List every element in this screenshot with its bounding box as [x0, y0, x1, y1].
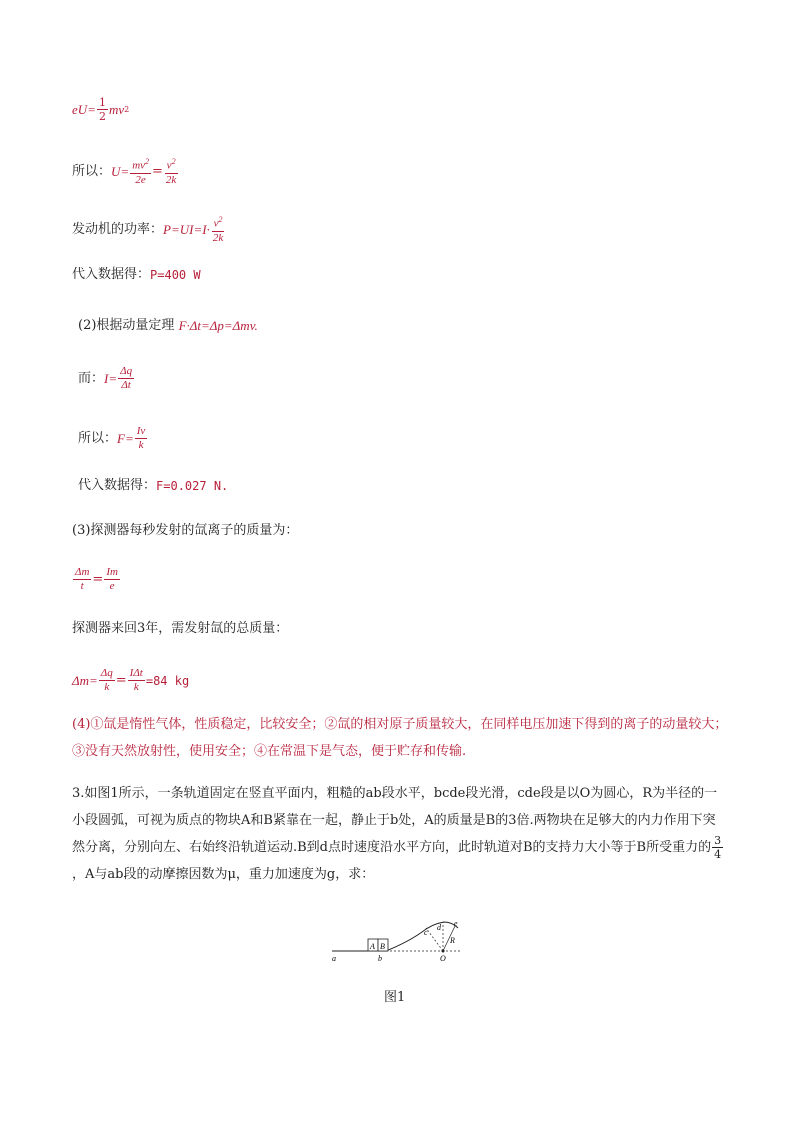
fraction: [99, 668, 115, 693]
fraction: [164, 158, 178, 186]
exponent: 2: [124, 104, 130, 114]
equation-mass-rate: [72, 567, 121, 592]
fraction: [135, 426, 148, 451]
frac-den: Δt: [121, 379, 131, 391]
part-4-answer: (4)①氙是惰性气体，性质稳定，比较安全；②氙的相对原子质量较大，在同样电压加速下得到的离子的动量较大；③没有天然放射性，使用安全；④在常温下是气态，便于贮存和传输.: [72, 717, 728, 759]
eq-lhs: U=: [111, 163, 130, 179]
eq-rhs: mv: [108, 101, 125, 117]
fraction: [128, 668, 145, 693]
fraction: [712, 835, 723, 860]
label: (2)根据动量定理: [78, 318, 175, 333]
eq-lhs: Δm=: [72, 672, 98, 688]
num-text: v: [213, 217, 219, 230]
frac-den: t: [80, 580, 84, 592]
label-b: b: [378, 954, 382, 963]
label: 代入数据得：: [78, 478, 157, 493]
frac-den: e: [109, 580, 115, 592]
label: 代入数据得：: [72, 267, 151, 282]
equation-voltage: [72, 158, 179, 186]
frac-num: Iv: [136, 425, 146, 437]
equation-force: [78, 426, 148, 451]
frac-num: 3: [714, 834, 722, 847]
exponent: 2: [145, 157, 150, 166]
frac-den: k: [104, 681, 110, 693]
eq-lhs: I=: [104, 370, 118, 386]
equation-power: [72, 216, 226, 244]
label: 而：: [78, 370, 105, 386]
frac-num: Δm: [75, 566, 90, 578]
momentum-theorem: [78, 316, 258, 336]
frac-den: 4: [714, 848, 722, 861]
fraction: [118, 366, 134, 391]
label-block-b: B: [380, 942, 385, 951]
label: 所以：: [78, 430, 118, 446]
eq-lhs: eU=: [72, 101, 96, 117]
fraction: [104, 567, 120, 592]
eq-expr: F·Δt=Δp=Δmv.: [178, 318, 258, 333]
question-text: ，A与ab段的动摩擦因数为μ，重力加速度为g，求：: [72, 867, 375, 882]
label-c: c: [424, 928, 428, 937]
eq-rhs: =84 kg: [145, 673, 190, 688]
frac-num: IΔt: [129, 667, 143, 679]
label: (3)探测器每秒发射的氙离子的质量为：: [72, 523, 299, 538]
exponent: 2: [171, 157, 176, 166]
equals-sign: =: [115, 672, 127, 688]
fraction: [73, 567, 91, 592]
equals-sign: =: [152, 163, 163, 179]
center-point: [442, 950, 445, 953]
track-bcde: [386, 922, 458, 951]
frac-den: 2k: [165, 173, 177, 186]
label-r: R: [450, 936, 455, 945]
label: 所以：: [72, 163, 112, 179]
frac-num: [130, 158, 151, 174]
frac-den: 2e: [135, 173, 146, 186]
frac-num: [212, 216, 225, 232]
equals-sign: =: [92, 571, 104, 587]
frac-num: [165, 158, 178, 174]
total-mass-heading: [72, 619, 288, 639]
label: 发动机的功率：: [72, 221, 164, 237]
frac-num: 1: [98, 96, 106, 109]
frac-num: Δq: [120, 365, 133, 377]
track-diagram: [330, 918, 470, 964]
question-text: 3.如图1所示，一条轨道固定在竖直平面内，粗糙的ab段水平，bcde段光滑，cde段是以O为圆心，R为半径的一小段圆弧，可视为质点的物块A和B紧靠在一起，静止于b处，A的质量是B的3倍.两物块在足够大的内力作用下突然分离，分别向左、右始终沿轨道运动.B到d点时速度沿水平方向，此时轨道对B的支持力大小等于B所受重力的: [72, 786, 718, 855]
figure-caption: 图1: [384, 990, 406, 1005]
fraction: [130, 158, 151, 186]
frac-den: k: [133, 681, 139, 693]
result-force: [78, 476, 228, 496]
eq-expr: P=400 W: [150, 268, 201, 282]
eq-lhs: F=: [117, 430, 134, 446]
label-a: a: [332, 954, 336, 963]
eq-expr: P=UI=I·: [163, 221, 210, 237]
frac-den: k: [138, 439, 144, 451]
num-text: mv: [132, 159, 146, 172]
label-block-a: A: [370, 942, 375, 951]
frac-den: 2: [98, 110, 106, 123]
equation-total-mass: [72, 668, 189, 693]
equation-energy: [72, 97, 129, 122]
label-o: O: [440, 954, 446, 963]
label-d: d: [437, 923, 441, 932]
result-power: [72, 265, 201, 285]
eq-expr: F=0.027 N.: [156, 479, 229, 493]
frac-den: 2k: [212, 231, 224, 244]
frac-num: Δq: [100, 667, 113, 679]
equation-current: [78, 366, 135, 391]
question-3: [72, 780, 728, 888]
part-3-heading: [72, 521, 298, 541]
frac-num: Im: [106, 566, 118, 578]
label: 探测器来回3年，需发射氙的总质量：: [72, 621, 289, 636]
num-text: v: [166, 159, 172, 172]
exponent: 2: [218, 215, 223, 224]
fraction: [97, 97, 108, 122]
label-e: e: [454, 919, 458, 928]
fraction: [211, 216, 225, 244]
